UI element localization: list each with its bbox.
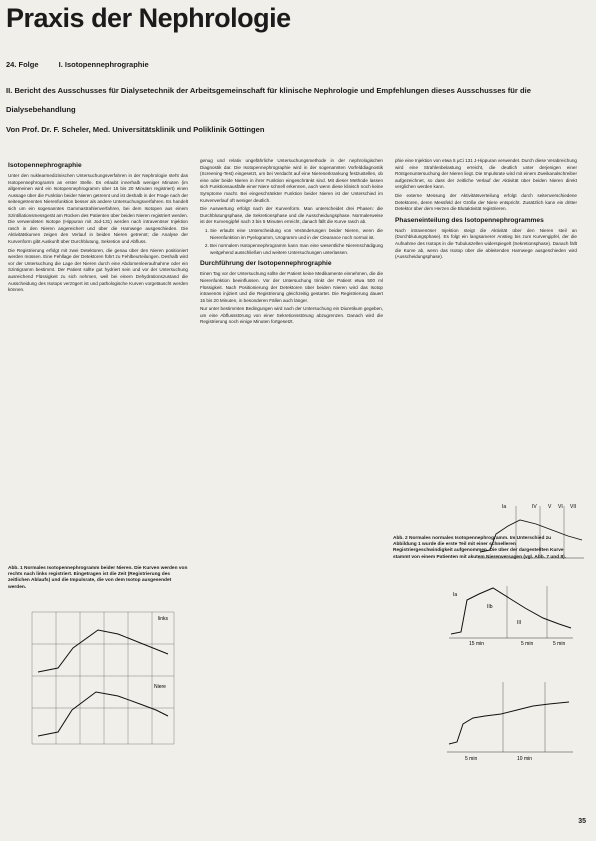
column-3 xyxy=(395,158,577,530)
grid xyxy=(32,612,174,744)
section-heading: Isotopennephrographie xyxy=(8,162,82,169)
article-subtitle: II. Bericht des Ausschusses für Dialysetechnik der Arbeitsgemeinschaft für klinische Nephrologie und Empfehlungen dieses Ausschusses für die Dialysebehandlung xyxy=(6,86,531,114)
phase-label: IV xyxy=(532,504,537,510)
phase-label: Ia xyxy=(453,592,458,598)
paragraph: Die Auswertung erfolgt nach der Kurvenform. Man unterscheidet drei Phasen: die Durchblutungsphase, die Sekretionsphase und die Ausscheidungsphase. Normalerweise ist der Kurvengipfel nach 3 bis 5 Minuten erreicht, danach fällt die Kurve rasch ab. xyxy=(200,206,383,225)
phase-label: III xyxy=(517,620,522,626)
figure-2-renogram-main xyxy=(447,578,575,646)
renogram-curve xyxy=(449,702,569,744)
section-heading: Phaseneinteilung des Isotopennephrogrammes xyxy=(395,216,544,224)
figure-2-caption: Abb. 2 Normales normales Isotopennephrogramm. Im Unterschied zu Abbildung 1 wurde die erste Teil mit einer schnelleren Registriergeschwindigkeit aufgenommen. Die über der dargestellten Kurve stammt von einem Patienten mit akutem Nierenversagen (vgl. Abb. 7 und 8). xyxy=(393,536,567,560)
series-number: 24. Folge xyxy=(6,60,39,69)
phase-label: VI xyxy=(558,504,563,510)
author-byline: Von Prof. Dr. F. Scheler, Med. Universitätsklinik und Poliklinik Göttingen xyxy=(6,125,265,134)
section-heading: Durchführung der Isotopennephrographie xyxy=(200,260,332,268)
time-label: 5 min xyxy=(465,756,478,762)
series-topic: I. Isotopennephrographie xyxy=(58,60,149,69)
paragraph: Einen Tag vor der Untersuchung sollte der Patient keine Medikamente einnehmen, die die Nierenfunktion beeinflussen. Vor der Untersuchung trinkt der Patient etwa 500 ml Flüssigkeit. Nach Positionierung der Detektoren über beiden Nieren wird das Isotop intravenös injiziert und die Registrierung gleichzeitig gestartet. Die Registrierung dauert 15 bis 20 Minuten, in besonderen Fällen auch länger. xyxy=(200,271,383,303)
renogram-curve xyxy=(480,520,582,552)
figure-1-renogram xyxy=(28,608,178,748)
figure-2-renogram-bottom xyxy=(445,674,575,764)
column-1 xyxy=(8,158,188,578)
phase-label: V xyxy=(548,504,552,510)
list-item: 1. Sie erlaubt eine Unterscheidung von Veränderungen beider Nieren, wenn die Nierenfunktion im Pyelogramm, Urogramm und in der Clearance noch normal ist. xyxy=(210,228,383,241)
figure-1-caption: Abb. 1 Normales Isotopennephrogramm beider Nieren. Die Kurven werden von rechts nach links registriert. Eingetragen ist die Zeit (Registrierung des zeitlichen Ablaufs) und die Impulsrate, die von dem Isotop ausgesendet werden. xyxy=(8,566,188,590)
paragraph: Nur unter bestimmten Bedingungen wird nach der Untersuchung ein Diuretikum gegeben, um eine Abflussstörung von einer Sekretionsstörung abzugrenzen. Danach wird die Registrierung noch einige Minuten fortgesetzt. xyxy=(200,306,383,325)
paragraph: phie eine Injektion von etwa 5 µCi 131 J-Hippuran verwendet. Durch diese Verabreichung wird eine Strahlenbelastung erreicht, die deutlich unter derjenigen einer Röntgenuntersuchung der Nieren liegt. Die Impulsrate wird mit einem Zweikanalschreiber aufgezeichnet, so dass der zeitliche Verlauf der Aktivität über beiden Nieren direkt verglichen werden kann. xyxy=(395,158,577,190)
paragraph: Nach intravenöser Injektion steigt die Aktivität über den Nieren steil an (Durchblutungsphase). Es folgt ein langsamerer Anstieg bis zum Kurvengipfel, der die Aufnahme des Isotops in die Tubuluszellen widerspiegelt (Sekretionsphase). Danach fällt die Kurve ab, wenn das Isotop über die ableitenden Harnwege ausgeschieden wird (Ausscheidungsphase). xyxy=(395,227,577,260)
paragraph: Die Registrierung erfolgt mit zwei Detektoren, die genau über den Nieren positioniert werden müssen. Eine Fehllage der Detektoren führt zu Fehlbeurteilungen. Deshalb wird vor der Untersuchung die Lage der Nieren durch eine Abdomenleeraufnahme oder ein Szintigramm bestimmt. Der Patient sollte gut hydriert sein und vor der Untersuchung ausreichend Flüssigkeit zu sich nehmen, weil bei einem Dehydrationszustand die Ausscheidung des Isotops verzögert ist und pathologische Kurven vorgetäuscht werden können. xyxy=(8,247,188,293)
paragraph: genug und relativ ungefährliche Untersuchungsmethode in der nephrologischen Diagnostik dar. Die Isotopennephrographie wird in der sogenannten Vorfelddiagnostik (Screening-Test) eingesetzt, um bei Verdacht auf eine Nierenerkrankung festzustellen, ob eine oder beide Nieren in ihrer Funktion eingeschränkt sind. Mit dieser Methode lassen sich Funktionsausfälle einer Niere schnell erkennen, auch wenn diese klinisch noch keine Symptome macht. Bei eingeschränkter Funktion beider Nieren ist der Unterschied im Kurvenverlauf oft weniger deutlich. xyxy=(200,158,383,203)
time-label: 5 min xyxy=(521,641,534,646)
series-line xyxy=(6,60,149,69)
column-2 xyxy=(200,158,383,828)
time-label: 5 min xyxy=(553,641,566,646)
phase-label: VII xyxy=(570,504,577,510)
page-title: Praxis der Nephrologie xyxy=(6,3,291,33)
page-number: 35 xyxy=(578,818,586,825)
renogram-curve xyxy=(451,588,571,634)
time-label: 10 min xyxy=(517,756,533,762)
figure-2-renogram-top xyxy=(476,500,586,562)
curve-label-bottom: Niere xyxy=(154,684,166,690)
phase-label: Ia xyxy=(502,504,507,510)
curve-label-top: links xyxy=(158,616,169,622)
paragraph: Die externe Messung der Aktivitätsverteilung erfolgt durch seitenverschiedene Detektoren, deren Messfeld der Größe der Niere entspricht. Zusätzlich kann ein dritter Detektor über dem Herzen die Blutaktivität registrieren. xyxy=(395,192,577,212)
time-label: 15 min xyxy=(469,641,485,646)
renogram-curve-top xyxy=(38,630,168,672)
phase-label: IIb xyxy=(487,604,493,610)
numbered-list xyxy=(200,228,383,256)
paragraph: Unter den nuklearmedizinischen Untersuchungsverfahren in der Nephrologie steht das Isotopennephrogramm an erster Stelle. Es erlaubt innerhalb weniger Minuten (im allgemeinen wird ein Isotopennephrogramm über 15 bis 20 Minuten registriert) einen Aussage über die Funktion beider Nieren getrennt und ist deshalb in der Frage nach der seitengetrennten Nierenfunktion besser als andere Untersuchungsverfahren. Es handelt sich um ein sogenanntes Gammastrahlenverfahren, bei dem Isotopen aus einem Szintillationsmessgerät am Rücken des Patienten über beiden Nieren registriert werden. Die verwendeten Isotope (Hippuran mit Jod-131) werden nach intravenöser Injektion rasch in den Nieren angereichert und über die Harnwege ausgeschieden. Die Aktivitätskurven zeigen den Verlauf in beiden Nieren getrennt; die Analyse der Kurvenform gibt Auskunft über Durchblutung, Sekretion und Abfluss. xyxy=(8,173,188,244)
renogram-curve-bottom xyxy=(38,692,168,736)
list-item: 2. Bei normalem Isotopennephrogramm kann man eine wesentliche Nierenschädigung weitgehend ausschließen und weitere Untersuchungen unterlassen. xyxy=(210,243,383,256)
